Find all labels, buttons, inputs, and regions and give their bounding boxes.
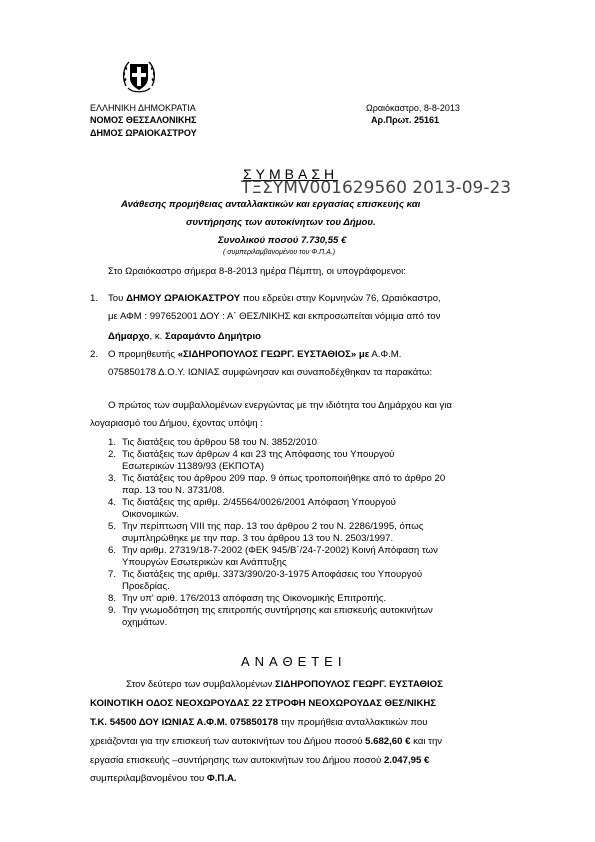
header-prefecture: ΝΟΜΟΣ ΘΕΣΣΑΛΟΝΙΚΗΣ — [90, 115, 197, 125]
final-text: συμπεριλαμβανομένου του — [90, 773, 207, 784]
subtitle-amount: Συνολικού ποσού 7.730,55 € — [218, 235, 347, 246]
party-1-mayor-title: Δήμαρχο — [108, 331, 150, 342]
party-2-line-2: 075850178 Δ.Ο.Υ. ΙΩΝΙΑΣ συμφώνησαν και συναποδέχθηκαν τα παρακάτω: — [108, 367, 433, 378]
list-item: 2. Τις διατάξεις των άρθρων 4 και 23 της Απόφασης του Υπουργού — [108, 449, 395, 460]
list-item-cont: Προεδρίας. — [122, 581, 170, 592]
party-2-supplier: «ΣΙΔΗΡΟΠΟΥΛΟΣ ΓΕΩΡΓ. ΕΥΣΤΑΘΙΟΣ» με — [177, 349, 370, 360]
list-item: 8. Την υπ' αριθ. 176/2013 απόφαση της Οικονομικής Επιτροπής. — [108, 593, 387, 604]
subtitle-line-2: συντήρησης των αυτοκίνητων του Δήμου. — [186, 217, 376, 228]
considerations-list — [108, 437, 445, 629]
final-text: εργασία επισκευής –συντήρησης των αυτοκινήτων του Δήμου ποσού — [90, 755, 384, 766]
list-item-cont: οχημάτων. — [122, 617, 168, 628]
contract-title: ΣΥΜΒΑΣΗ — [243, 166, 339, 182]
service-amount: 2.047,95 € — [383, 755, 430, 766]
party-2-num: 2. — [90, 349, 99, 360]
list-item: 1. Τις διατάξεις του άρθρου 58 του Ν. 3852/2010 — [108, 437, 317, 448]
coat-of-arms-emblem — [121, 58, 157, 98]
final-text: και την — [410, 736, 443, 747]
list-item-cont: Εσωτερικών 11389/93 (ΕΚΠΟΤΑ) — [122, 461, 265, 472]
party-1-line-3 — [108, 331, 261, 343]
assign-heading: ΑΝΑΘΕΤΕΙ — [241, 654, 347, 669]
list-item-cont: παρ. 13 του Ν. 3731/08. — [122, 485, 225, 496]
vat-label: Φ.Π.Α. — [206, 773, 237, 784]
header-place-date: Ωραιόκαστρο, 8-8-2013 — [366, 103, 460, 113]
party-1-prefix: Του — [108, 293, 127, 304]
party-1-mayor-sep: , κ. — [149, 331, 165, 342]
final-line-5 — [90, 755, 429, 767]
intro-line: Στο Ωραιόκαστρο σήμερα 8-8-2013 ημέρα Πέμπτη, οι υπογράφομενοι: — [108, 266, 406, 277]
subtitle-vat-note: ( συμπεριλαμβανομένου του Φ.Π.Α.) — [223, 249, 336, 256]
final-line-4 — [90, 736, 442, 748]
final-line-1 — [126, 679, 443, 691]
list-item: 5. Την περίπτωση VIII της παρ. 13 του άρθρου 2 του Ν. 2286/1995, όπως — [108, 521, 424, 532]
header-protocol-number: Αρ.Πρωτ. 25161 — [371, 115, 440, 125]
final-line-3 — [90, 717, 428, 729]
parts-amount: 5.682,60 € — [365, 736, 411, 747]
list-item-cont: Οικονομικών. — [122, 509, 180, 520]
final-line-2: ΚΟΙΝΟΤΙΚΗ ΟΔΟΣ ΝΕΟΧΩΡΟΥΔΑΣ 22 ΣΤΡΟΦΗ ΝΕΟΧΩΡΟΥΔΑΣ ΘΕΣ/ΝΙΚΗΣ — [90, 698, 437, 709]
party-2-afm-label: Α.Φ.Μ. — [369, 349, 402, 360]
final-supplier-name: ΣΙΔΗΡΟΠΟΥΛΟΣ ΓΕΩΡΓ. ΕΥΣΤΑΘΙΟΣ — [275, 679, 443, 690]
list-item-cont: συμπληρώθηκε με την παρ. 3 του άρθρου 13 του Ν. 2503/1997. — [122, 533, 394, 544]
party-1-line-1 — [108, 293, 441, 305]
party-2-prefix: Ο προμηθευτής — [108, 349, 178, 360]
list-item-cont: Υπουργών Εσωτερικών και Ανάπτυξης — [122, 557, 287, 568]
final-text: την προμήθεια ανταλλακτικών που — [278, 717, 428, 728]
party-1-municipality: ΔΗΜΟΥ ΩΡΑΙΟΚΑΣΤΡΟΥ — [126, 293, 241, 304]
party-1-address: που εδρεύει στην Κομνηνών 76, Ωραιόκαστρο, — [240, 293, 441, 304]
header-republic: ΕΛΛΗΝΙΚΗ ΔΗΜΟΚΡΑΤΙΑ — [90, 103, 196, 113]
final-supplier-tax: Τ.Κ. 54500 ΔΟΥ ΙΩΝΙΑΣ Α.Φ.Μ. 075850178 — [90, 717, 279, 728]
final-text: Στον δεύτερο των συμβαλλομένων — [126, 679, 276, 690]
list-item: 4. Τις διατάξεις της αριθμ. 2/45564/0026/2001 Απόφαση Υπουργού — [108, 497, 396, 508]
party-1-mayor-name: Σαραμάντο Δημήτριο — [164, 331, 261, 342]
final-text: χρειάζονται για την επισκευή των αυτοκινήτων του Δήμου ποσού — [90, 736, 366, 747]
header-municipality: ΔΗΜΟΣ ΩΡΑΙΟΚΑΣΤΡΟΥ — [90, 128, 197, 138]
para-1-line-2: λογαριασμό του Δήμου, έχοντας υπόψη : — [90, 418, 263, 429]
final-line-6 — [90, 773, 237, 785]
list-item: 9. Την γνωμοδότηση της επιτροπής συντήρησης και επισκευής αυτοκινήτων — [108, 605, 433, 616]
party-2-line-1 — [108, 349, 401, 361]
subtitle-line-1: Ανάθεσης προμήθειας ανταλλακτικών και εργασίας επισκευής και — [121, 199, 421, 210]
list-item: 7. Τις διατάξεις της αριθμ. 3373/390/20-3-1975 Αποφάσεις του Υπουργού — [108, 569, 423, 580]
party-1-num: 1. — [90, 293, 99, 304]
party-1-line-2: με ΑΦΜ : 997652001 ΔΟΥ : Α΄ ΘΕΣ/ΝΙΚΗΣ και εκπροσωπείται νόμιμα από τον — [108, 311, 441, 322]
para-1-line-1: Ο πρώτος των συμβαλλομένων ενεργώντας με την ιδιότητα του Δημάρχου και για — [108, 400, 452, 411]
list-item: 6. Την αριθμ. 27319/18-7-2002 (ΦΕΚ 945/Β΄/24-7-2002) Κοινή Απόφαση των — [108, 545, 438, 556]
registry-watermark: ΤΞΣΥΜV001629560 2013-09-23 — [241, 178, 512, 198]
list-item: 3. Τις διατάξεις του άρθρου 209 παρ. 9 όπως τροποποιήθηκε από το άρθρο 20 — [108, 473, 446, 484]
